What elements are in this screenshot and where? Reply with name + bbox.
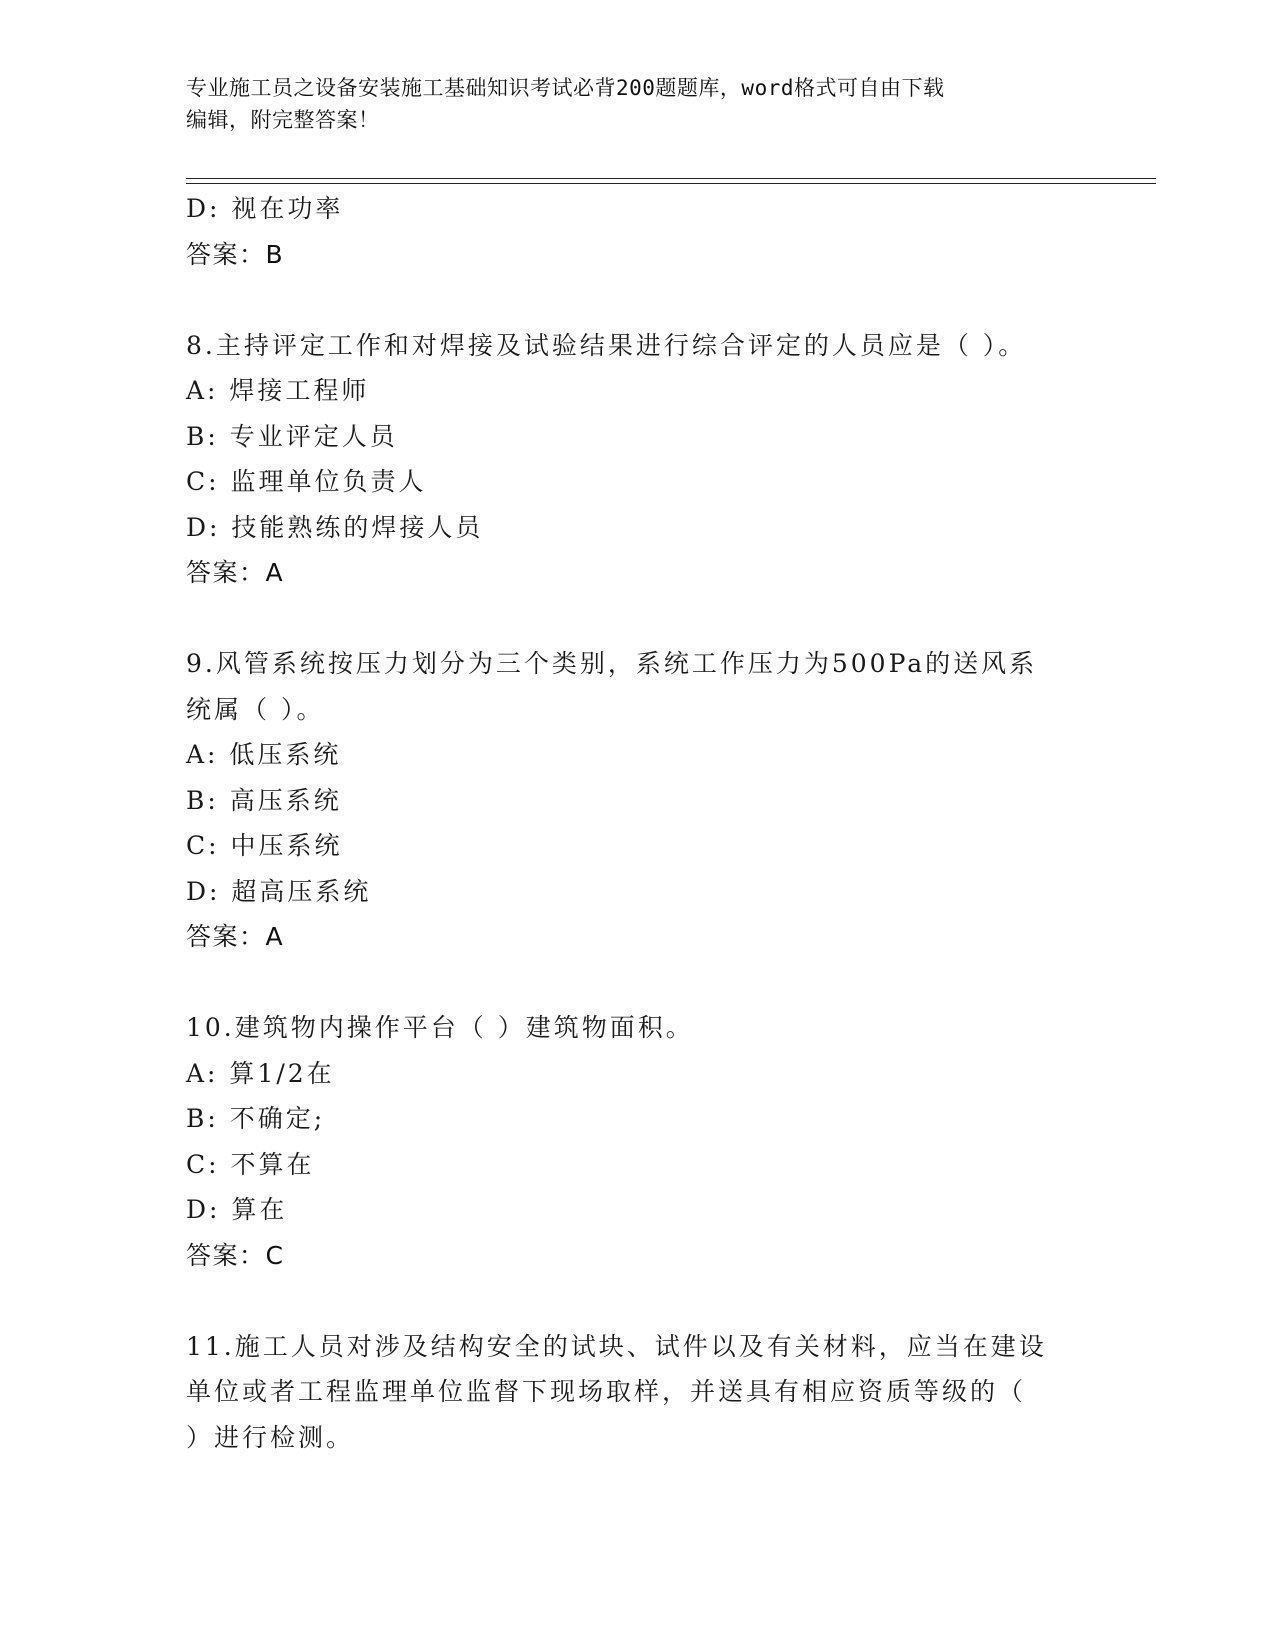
question-stem-line-3: ）进行检测。 — [186, 1422, 355, 1452]
question-stem: 8.主持评定工作和对焊接及试验结果进行综合评定的人员应是（ ）。 — [186, 330, 1027, 360]
question-9 — [186, 641, 1086, 960]
question-stem-line-1: 9.风管系统按压力划分为三个类别，系统工作压力为500Pa的送风系 — [186, 649, 1038, 678]
document-body — [186, 186, 1086, 1460]
option-b: B: 专业评定人员 — [186, 421, 398, 451]
option-c: C: 监理单位负责人 — [186, 467, 427, 496]
option-a: A: 焊接工程师 — [186, 376, 370, 405]
option-b: B: 不确定; — [186, 1104, 326, 1133]
question-stem-line-2: 统属（ ）。 — [186, 694, 325, 724]
option-a: A: 算1/2在 — [186, 1058, 335, 1088]
option-d: D: 技能熟练的焊接人员 — [186, 512, 484, 542]
option-d: D: 算在 — [186, 1195, 288, 1224]
header-rule-bottom — [186, 183, 1156, 184]
header-rule-top — [186, 178, 1156, 179]
question-11 — [186, 1324, 1086, 1461]
question-stem: 10.建筑物内操作平台（ ）建筑物面积。 — [186, 1013, 694, 1042]
option-d: D: 视在功率 — [186, 194, 344, 223]
answer-line: 答案：C — [186, 1240, 285, 1270]
spacer — [186, 1278, 1086, 1324]
document-header — [186, 72, 1066, 136]
header-line-1: 专业施工员之设备安装施工基础知识考试必背200题题库，word格式可自由下载 — [186, 76, 945, 100]
question-10 — [186, 1005, 1086, 1278]
question-stem-line-2: 单位或者工程监理单位监督下现场取样，并送具有相应资质等级的（ — [186, 1377, 1027, 1406]
option-d: D: 超高压系统 — [186, 876, 372, 906]
option-c: C: 不算在 — [186, 1149, 315, 1179]
answer-line: 答案：A — [186, 558, 285, 587]
question-stem-line-1: 11.施工人员对涉及结构安全的试块、试件以及有关材料，应当在建设 — [186, 1331, 1047, 1361]
option-b: B: 高压系统 — [186, 785, 342, 815]
spacer — [186, 277, 1086, 323]
option-c: C: 中压系统 — [186, 831, 343, 860]
header-line-2: 编辑，附完整答案！ — [186, 108, 380, 132]
question-8 — [186, 323, 1086, 596]
option-a: A: 低压系统 — [186, 740, 342, 769]
answer-line: 答案：A — [186, 922, 285, 951]
answer-line: 答案：B — [186, 239, 285, 269]
spacer — [186, 596, 1086, 642]
spacer — [186, 960, 1086, 1006]
